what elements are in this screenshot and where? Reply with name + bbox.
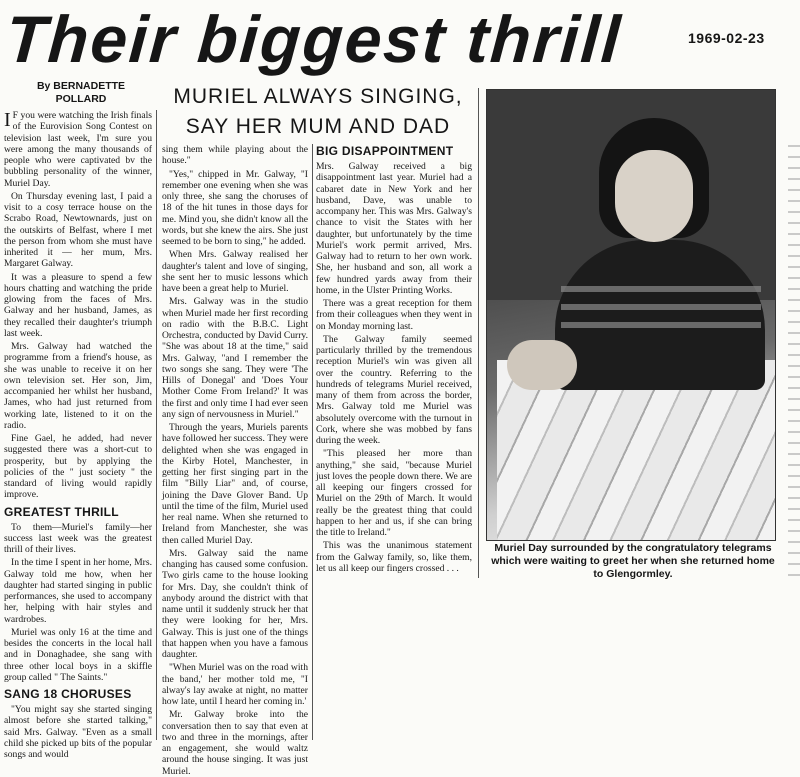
subheadline-line-2: SAY HER MUM AND DAD bbox=[185, 115, 451, 138]
paragraph: This was the unanimous statement from the Galway family, so, like them, let us all keep our fingers crossed . . . bbox=[316, 540, 472, 574]
adjacent-column-edge bbox=[788, 140, 800, 580]
drop-cap: I bbox=[4, 109, 11, 131]
byline-line-1: By BERNADETTE bbox=[36, 80, 126, 92]
paragraph: Through the years, Muriels parents have followed her success. They were delighted when she was engaged in the Kirby Hotel, Manchester, in getting her first singing part in the film "Billy Liar" and, of course, joining the Dave Glover Band. Up until the time of the film, Muriel used her real name. When she returned to Ireland from Manchester, she was then called Muriel Day. bbox=[162, 422, 308, 546]
paragraph: Mrs. Galway had watched the programme from a friend's house, as she was unable to receive it on her own television set. Her son, Jim, accompanied her whilst her husband, James, who had just returned from working late, listened to it on the radio. bbox=[4, 341, 152, 431]
paragraph: It was a pleasure to spend a few hours chatting and watching the pride glowing from the faces of Mrs. Galway and her husband, James, as they recalled their daughter's triumph last week. bbox=[4, 271, 152, 339]
paragraph: When Mrs. Galway realised her daughter's talent and love of singing, she sent her to music lessons which have been a great help to Muriel. bbox=[162, 249, 308, 294]
paragraph: Mrs. Galway said the name changing has caused some confusion. Two girls came to the house looking for Mrs. Day, she couldn't think of anybody around the district with that name until it suddenly struck her that they were looking for her, Mrs. Galway. This is just one of the things that happen when you have a famous daughter. bbox=[162, 547, 308, 660]
paragraph: Mr. Galway broke into the conversation then to say that even at two and three in the mornings, after an engagement, she would waltz around the house singing. It was just Muriel. bbox=[162, 709, 308, 777]
paragraph: In the time I spent in her home, Mrs. Galway told me how, when her daughter had started singing in public performances, she used to accompany her, helping with hair styles and wardrobes. bbox=[4, 557, 152, 625]
paragraph: Muriel was only 16 at the time and besides the concerts in the local hall and in Donaghadee, she sang with three other local boys in a skiffle group called " The Saints." bbox=[4, 626, 152, 683]
article-column-3 bbox=[316, 144, 472, 574]
paragraph: "This pleased her more than anything," she said, "because Muriel just loves the people down there. We are all keeping our fingers crossed for Muriel on the 29th of March. It would really be the greatest thing that could happen to her and us, if she can bring the title to Ireland." bbox=[316, 448, 472, 538]
headline: Their biggest thrill bbox=[3, 2, 625, 76]
paragraph: "Yes," chipped in Mr. Galway, "I remember one evening when she was only three, she sang the choruses of 18 of the hit tunes in those days for me. Mind you, she didn't know all the words, but she knew the airs. She just seemed to be born to sing," he added. bbox=[162, 168, 308, 247]
paragraph: Fine Gael, he added, had never suggested there was a short-cut to prosperity, but by applying the policies of the " just society " the standard of living would rapidly improve. bbox=[4, 433, 152, 501]
paragraph: Mrs. Galway received a big disappointment last year. Muriel had a cabaret date in New York and her husband, Dave, was unable to accompany her. This was Mrs. Galway's chance to visit the States with her daughter, but unfortunately by the time Muriel's work permit arrived, Mrs. Galway had to return to her own work. She, her husband and son, all work a few hundred yards away from their home, in the Ulster Printing Works. bbox=[316, 161, 472, 296]
caption-line-2: which were waiting to greet her when she returned home bbox=[491, 555, 775, 567]
subheadline-line-1: MURIEL ALWAYS SINGING, bbox=[173, 85, 463, 108]
paragraph: "When Muriel was on the road with the band,' her mother told me, "I alway's lay awake at night, no matter how late, until I heard her coming in.' bbox=[162, 662, 308, 707]
column-rule bbox=[312, 144, 313, 740]
article-column-2 bbox=[162, 144, 308, 777]
caption-line-3: to Glengormley. bbox=[593, 568, 673, 580]
paragraph: sing them while playing about the house." bbox=[162, 144, 308, 167]
caption-line-1: Muriel Day surrounded by the congratulatory telegrams bbox=[494, 542, 772, 554]
subheadline bbox=[166, 82, 470, 142]
paragraph: Mrs. Galway was in the studio when Muriel made her first recording on radio with the B.B.C. Light Orchestra, conducted by David Curry. "She was about 18 at the time," said Mrs. Galway, "and I remember the two songs she sang. They were 'The Hills of Donegal' and 'Does Your Mother Come From Ireland?' It was the first and only time I had ever seen any sign of nervousness in Muriel." bbox=[162, 296, 308, 420]
date-stamp: 1969-02-23 bbox=[688, 30, 765, 46]
paragraph: To them—Muriel's family—her success last week was the greatest thrill of their lives. bbox=[4, 521, 152, 555]
section-heading-greatest-thrill: GREATEST THRILL bbox=[4, 504, 119, 519]
paragraph: The Galway family seemed particularly thrilled by the tremendous reception Muriel's win was given all over the country. Referring to the hundreds of telegrams Muriel received, many of them from across the border, Mrs. Galway told me Muriel was absolutely overcome with the turnout in Cork, where she was mobbed by fans during the week. bbox=[316, 333, 472, 446]
paragraph: On Thursday evening last, I paid a visit to a cosy terrace house on the Scrabo Road, Newtownards, just on the outskirts of Belfast, where I met the person from whom she must have inherited it — her mum, Mrs. Margaret Galway. bbox=[4, 190, 152, 270]
article-column-1 bbox=[4, 109, 152, 760]
section-heading-sang-18-choruses: SANG 18 CHORUSES bbox=[4, 687, 132, 701]
byline-line-2: POLLARD bbox=[55, 93, 107, 105]
photo-caption bbox=[488, 542, 778, 581]
column-rule bbox=[156, 110, 157, 740]
paragraph: There was a great reception for them from their colleagues when they went in on Monday morning last. bbox=[316, 298, 472, 332]
section-heading-big-disappointment: BIG DISAPPOINTMENT bbox=[316, 144, 454, 158]
paragraph: "You might say she started singing almost before she started talking," said Mrs. Galway. "Even as a small child she picked up bits of the popular songs and would bbox=[4, 704, 152, 760]
column-rule bbox=[478, 88, 479, 578]
paragraph: I F you were watching the Irish finals of the Eurovision Song Contest on television last week, I'm sure you were among the many thousands of people who were captivated bv the bubbling personality of the winner, Muriel Day. bbox=[4, 109, 152, 189]
photo-muriel-day bbox=[486, 89, 776, 541]
byline bbox=[22, 80, 140, 106]
